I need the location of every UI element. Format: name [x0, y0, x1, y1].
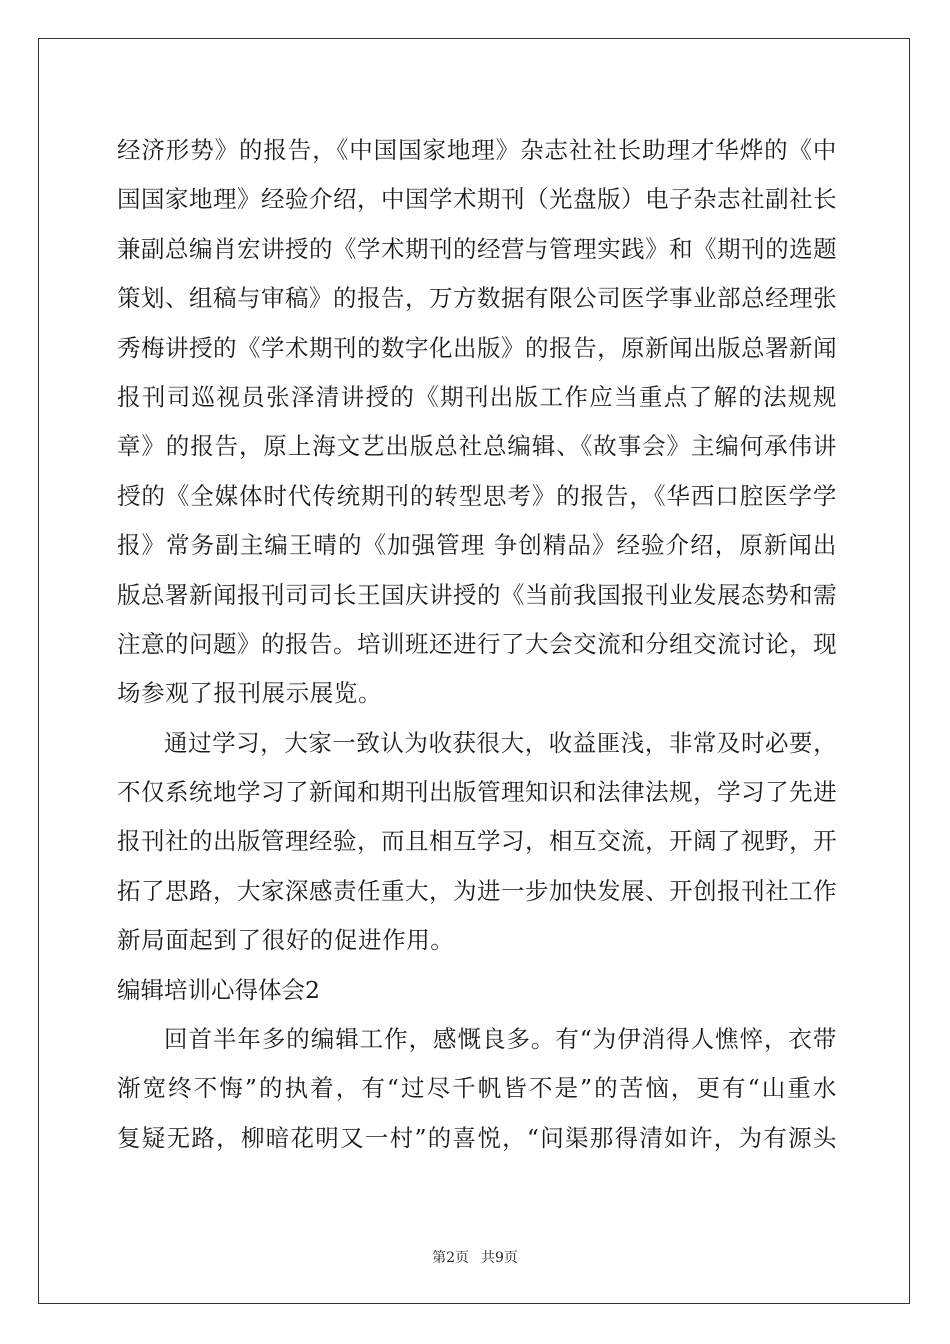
text-line: 版总署新闻报刊司司长王国庆讲授的《当前我国报刊业发展态势和需	[117, 580, 837, 609]
text-line: 报》常务副主编王晴的《加强管理 争创精品》经验介绍，原新闻出	[117, 531, 837, 560]
text-line: 复疑无路，柳暗花明又一村”的喜悦，“问渠那得清如许，为有源头	[117, 1123, 837, 1152]
text-line: 章》的报告，原上海文艺出版总社总编辑、《故事会》主编何承伟讲	[117, 432, 837, 461]
section-heading: 编辑培训心得体会2	[117, 975, 320, 1004]
text-line: 报刊社的出版管理经验，而且相互学习，相互交流，开阔了视野，开	[117, 827, 837, 856]
text-line: 报刊司巡视员张泽清讲授的《期刊出版工作应当重点了解的法规规	[117, 382, 837, 411]
text-line: 策划、组稿与审稿》的报告，万方数据有限公司医学事业部总经理张	[117, 284, 837, 313]
text-line: 新局面起到了很好的促进作用。	[117, 926, 455, 955]
text-line: 兼副总编肖宏讲授的《学术期刊的经营与管理实践》和《期刊的选题	[117, 234, 837, 263]
text-line: 拓了思路，大家深感责任重大，为进一步加快发展、开创报刊社工作	[117, 876, 837, 905]
text-line: 秀梅讲授的《学术期刊的数字化出版》的报告，原新闻出版总署新闻	[117, 333, 837, 362]
paragraph-first-line: 回首半年多的编辑工作，感慨良多。有“为伊消得人憔悴，衣带	[164, 1025, 837, 1054]
text-line: 国国家地理》经验介绍，中国学术期刊（光盘版）电子杂志社副社长	[117, 185, 837, 214]
document-body	[117, 126, 837, 1163]
text-line: 注意的问题》的报告。培训班还进行了大会交流和分组交流讨论，现	[117, 629, 837, 658]
text-line: 场参观了报刊展示展览。	[117, 679, 383, 708]
page-footer	[0, 1247, 950, 1267]
page-total: 共9页	[481, 1250, 518, 1266]
page-number: 第2页	[432, 1250, 469, 1266]
text-line: 授的《全媒体时代传统期刊的转型思考》的报告，《华西口腔医学学	[117, 481, 837, 510]
text-line: 经济形势》的报告，《中国国家地理》杂志社社长助理才华烨的《中	[117, 136, 837, 164]
text-line: 渐宽终不悔”的执着，有“过尽千帆皆不是”的苦恼，更有“山重水	[117, 1074, 837, 1103]
text-line: 不仅系统地学习了新闻和期刊出版管理知识和法律法规，学习了先进	[117, 778, 837, 807]
paragraph-first-line: 通过学习，大家一致认为收获很大，收益匪浅，非常及时必要，	[164, 728, 837, 757]
